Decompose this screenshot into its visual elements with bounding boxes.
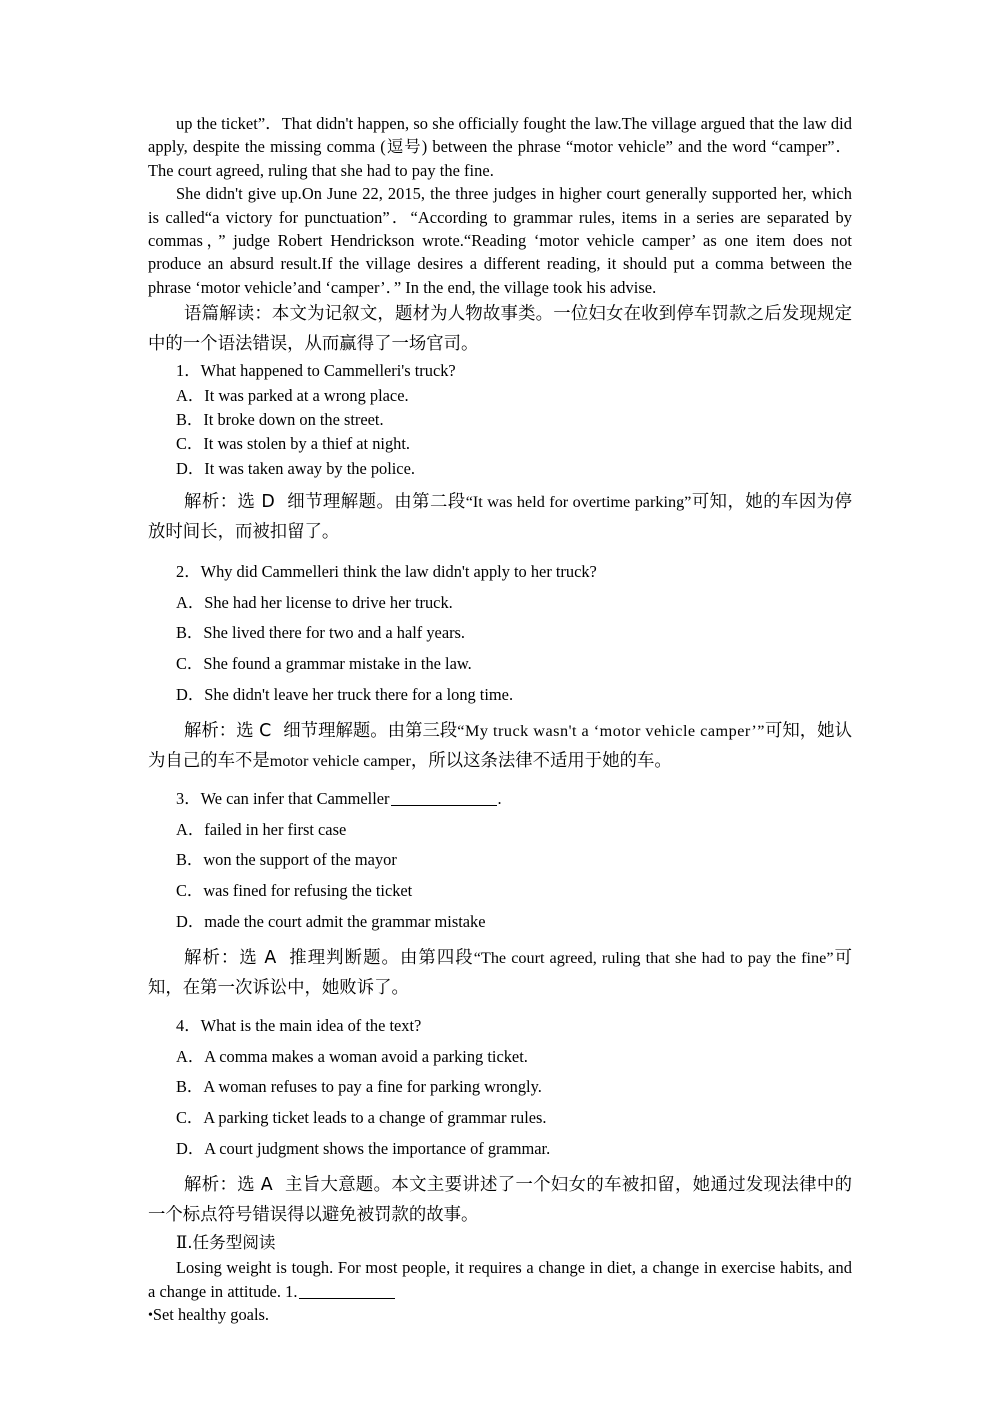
section-two-paragraph-text: Losing weight is tough. For most people, it requires a change in diet, a change in exercise habits, and a change in attitude. 1.	[148, 1258, 852, 1301]
analysis-label: 解析：	[184, 721, 237, 742]
question-3-analysis	[148, 943, 852, 1003]
option-text: A parking ticket leads to a change of grammar rules.	[203, 1108, 547, 1127]
option-letter: D．	[176, 684, 205, 704]
question-2-analysis	[148, 716, 852, 776]
analysis-quote-2: motor vehicle camper	[269, 752, 411, 771]
analysis-body-2: 可知，她认为自己的车不是	[148, 721, 852, 772]
option-text: She found a grammar mistake in the law.	[203, 654, 472, 674]
question-4-number: 4．	[176, 1016, 201, 1036]
analysis-body-1: 由第二段	[394, 492, 466, 513]
question-1-option-d[interactable]	[148, 457, 852, 481]
task-answer-blank-1[interactable]	[299, 1298, 395, 1299]
question-1-analysis	[148, 487, 852, 547]
question-1-option-c[interactable]	[148, 432, 852, 456]
question-2	[148, 557, 852, 710]
question-1	[148, 359, 852, 481]
analysis-type: 主旨大意题。	[284, 1175, 392, 1196]
option-letter: C．	[176, 1108, 204, 1127]
question-4	[148, 1011, 852, 1164]
option-letter: D．	[176, 458, 205, 478]
analysis-body-1: 由第四段	[399, 948, 474, 969]
option-letter: B．	[176, 1077, 204, 1097]
analysis-type: 细节理解题。	[283, 721, 388, 742]
analysis-label: 解析：	[184, 1175, 238, 1196]
analysis-answer: 选 C	[236, 721, 272, 742]
analysis-body-3: ，所以这条法律不适用于她的车。	[410, 751, 672, 772]
option-text: She didn't leave her truck there for a long time.	[204, 684, 514, 704]
section-two-paragraph	[148, 1256, 852, 1303]
section-two-heading	[148, 1230, 852, 1256]
option-text: made the court admit the grammar mistake	[204, 911, 486, 931]
question-2-stem	[148, 557, 852, 588]
analysis-body-1: 由第三段	[387, 721, 458, 742]
option-text: was fined for refusing the ticket	[203, 881, 413, 901]
analysis-body-2: 可知，她的车因为停放时间长，而被扣留了。	[148, 492, 852, 543]
option-text: It was stolen by a thief at night.	[203, 434, 410, 454]
option-text: A woman refuses to pay a fine for parking wrongly.	[203, 1077, 542, 1097]
analysis-body-2: 可知，在第一次诉讼中，她败诉了。	[148, 948, 852, 999]
passage-analysis	[148, 299, 852, 359]
option-letter: B．	[176, 623, 204, 643]
question-3-stem-tail: .	[497, 789, 502, 809]
option-text: It broke down on the street.	[203, 410, 384, 430]
option-letter: A．	[176, 385, 205, 405]
question-4-option-d[interactable]	[148, 1134, 852, 1165]
question-4-stem-text: What is the main idea of the text?	[200, 1016, 422, 1036]
question-2-option-d[interactable]	[148, 680, 852, 711]
option-letter: B．	[176, 850, 204, 870]
question-3-stem	[148, 784, 852, 815]
analysis-label: 解析：	[184, 492, 238, 513]
analysis-quote: “It was held for overtime parking”	[465, 493, 692, 512]
bullet-text: Set healthy goals.	[152, 1305, 269, 1324]
option-letter: A．	[176, 592, 205, 612]
option-letter: D．	[176, 911, 205, 931]
analysis-body-1: 本文主要讲述了一个妇女的车被扣留，她通过发现法律中的一个标点符号错误得以避免被罚款的故事。	[148, 1175, 852, 1226]
question-2-option-a[interactable]	[148, 588, 852, 619]
option-letter: A．	[176, 1046, 205, 1066]
question-4-option-a[interactable]	[148, 1042, 852, 1073]
passage-analysis-text: 本文为记叙文，题材为人物故事类。一位妇女在收到停车罚款之后发现规定中的一个语法错误，从而赢得了一场官司。	[148, 304, 852, 355]
analysis-quote: “My truck wasn't a ‘motor vehicle camper’”	[457, 722, 765, 741]
passage-paragraph-1: up the ticket”．That didn't happen, so she officially fought the law.The village argued that the law did apply, despite the missing comma (逗号) between the phrase “motor vehicle” and the word “camper”．The court agreed, ruling that she had to pay the fine.	[148, 114, 852, 180]
question-1-option-a[interactable]	[148, 384, 852, 408]
passage-analysis-label: 语篇解读：	[184, 304, 272, 325]
option-letter: C．	[176, 881, 204, 901]
option-letter: B．	[176, 410, 204, 430]
passage-paragraph-2: She didn't give up.On June 22, 2015, the three judges in higher court generally supported her, which is called“a victory for punctuation”．“According to grammar rules, items in a series are separated by commas，” judge Robert Hendrickson wrote.“Reading ‘motor vehicle camper’ as one item does not produce an absurd result.If the village desires a different reading, it should put a comma between the phrase ‘motor vehicle’and ‘camper’．” In the end, the village took his advise.	[148, 184, 852, 297]
option-text: A comma makes a woman avoid a parking ticket.	[204, 1046, 528, 1066]
analysis-answer: 选 A	[239, 948, 277, 969]
option-text: It was parked at a wrong place.	[204, 385, 409, 405]
question-3	[148, 784, 852, 937]
analysis-label: 解析：	[184, 948, 240, 969]
question-4-option-b[interactable]	[148, 1072, 852, 1103]
page-content	[148, 112, 852, 1327]
answer-blank[interactable]	[391, 805, 497, 806]
question-3-option-b[interactable]	[148, 845, 852, 876]
question-1-stem-text: What happened to Cammelleri's truck?	[200, 361, 456, 381]
analysis-answer: 选 D	[237, 492, 275, 513]
question-2-stem-text: Why did Cammelleri think the law didn't apply to her truck?	[200, 562, 597, 582]
option-letter: C．	[176, 434, 204, 454]
question-2-option-c[interactable]	[148, 649, 852, 680]
analysis-type: 细节理解题。	[286, 492, 395, 513]
bullet-icon: •	[148, 1308, 153, 1323]
question-3-number: 3．	[176, 789, 201, 809]
option-letter: A．	[176, 819, 205, 839]
analysis-type: 推理判断题。	[288, 948, 400, 969]
section-two-heading-text: .任务型阅读	[187, 1233, 276, 1253]
question-1-number: 1．	[176, 361, 201, 381]
option-text: She had her license to drive her truck.	[204, 592, 453, 612]
question-4-option-c[interactable]	[148, 1103, 852, 1134]
question-3-option-a[interactable]	[148, 815, 852, 846]
question-2-number: 2．	[176, 562, 201, 582]
option-letter: D．	[176, 1138, 205, 1158]
question-3-option-d[interactable]	[148, 907, 852, 938]
option-text: It was taken away by the police.	[204, 458, 415, 478]
option-letter: C．	[176, 654, 204, 674]
option-text: She lived there for two and a half years.	[203, 623, 466, 643]
question-3-option-c[interactable]	[148, 876, 852, 907]
section-two-numeral: Ⅱ	[176, 1233, 188, 1253]
option-text: failed in her first case	[204, 819, 347, 839]
question-4-stem	[148, 1011, 852, 1042]
section-two-bullet-1	[148, 1303, 852, 1327]
question-2-option-b[interactable]	[148, 618, 852, 649]
analysis-quote: “The court agreed, ruling that she had to pay the fine”	[473, 949, 834, 968]
option-text: A court judgment shows the importance of grammar.	[204, 1138, 551, 1158]
question-1-stem	[148, 359, 852, 383]
question-3-stem-text: We can infer that Cammeller	[200, 789, 390, 809]
question-4-analysis	[148, 1170, 852, 1230]
option-text: won the support of the mayor	[203, 850, 397, 870]
question-1-option-b[interactable]	[148, 408, 852, 432]
analysis-answer: 选 A	[237, 1175, 273, 1196]
